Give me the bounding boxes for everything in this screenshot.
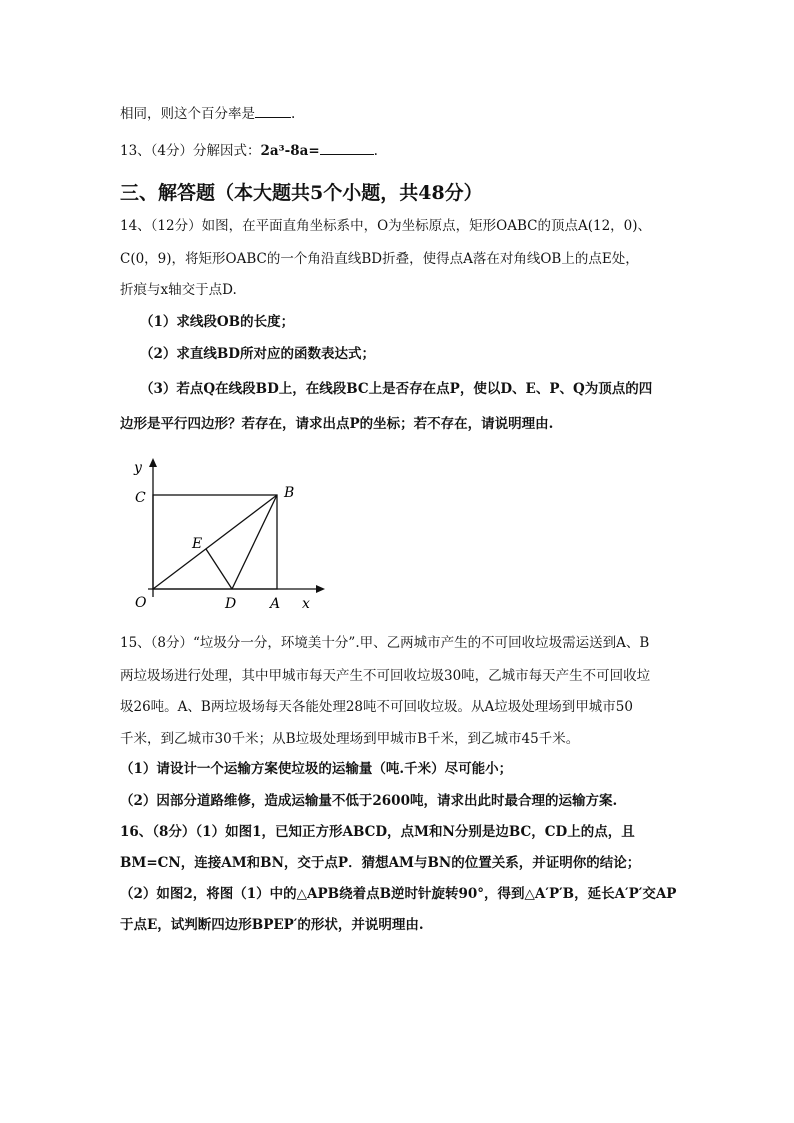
answer-blank-13 bbox=[320, 140, 374, 155]
fold-line-bd bbox=[232, 495, 277, 589]
q14-figure bbox=[118, 452, 338, 622]
q15-line-1: 15、（8分）“垃圾分一分，环境美十分”.甲、乙两城市产生的不可回收垃圾需运送到A、B bbox=[120, 635, 650, 651]
q15-line-4: 千米，到乙城市30千米；从B垃圾处理场到甲城市B千米，到乙城市45千米。 bbox=[120, 731, 580, 747]
q16-line-2: BM=CN，连接AM和BN，交于点P．猜想AM与BN的位置关系，并证明你的结论； bbox=[120, 855, 641, 871]
q14-line-1: 14、（12分）如图，在平面直角坐标系中，O为坐标原点，矩形OABC的顶点A(12，0)、 bbox=[120, 218, 652, 234]
segment-ed bbox=[206, 549, 232, 589]
label-d: D bbox=[225, 596, 237, 612]
q14-sub-2: （2）求直线BD所对应的函数表达式； bbox=[140, 346, 376, 362]
answer-blank-12 bbox=[255, 103, 291, 118]
x-axis-arrow bbox=[316, 585, 325, 593]
section-heading: 三、解答题（本大题共5个小题，共48分） bbox=[120, 182, 483, 204]
label-y: y bbox=[134, 460, 142, 476]
label-a: A bbox=[270, 596, 281, 612]
q16-line-4: 于点E，试判断四边形BPEP′的形状，并说明理由. bbox=[120, 917, 424, 933]
text-l1b: . bbox=[291, 106, 296, 122]
q15-line-2: 两垃圾场进行处理，其中甲城市每天产生不可回收垃圾30吨，乙城市每天产生不可回收垃 bbox=[120, 668, 651, 684]
label-b: B bbox=[284, 485, 295, 501]
label-o: O bbox=[135, 595, 147, 611]
label-c: C bbox=[135, 490, 146, 506]
q14-sub-1: （1）求线段OB的长度； bbox=[140, 314, 295, 330]
q15-line-3: 圾26吨。A、B两垃圾场每天各能处理28吨不可回收垃圾。从A垃圾处理场到甲城市50 bbox=[120, 699, 633, 715]
q15-sub-1: （1）请设计一个运输方案使垃圾的运输量（吨.千米）尽可能小； bbox=[120, 761, 513, 777]
diagonal-ob bbox=[153, 495, 277, 589]
text-line-continuation bbox=[120, 103, 295, 124]
text-l1a: 相同，则这个百分率是 bbox=[120, 106, 255, 122]
question-13 bbox=[120, 140, 378, 161]
q14-line-2: C(0，9)，将矩形OABC的一个角沿直线BD折叠，使得点A落在对角线OB上的点E处， bbox=[120, 251, 639, 267]
label-x: x bbox=[302, 596, 310, 612]
q14-sub-3a: （3）若点Q在线段BD上，在线段BC上是否存在点P，使以D、E、P、Q为顶点的四 bbox=[140, 381, 653, 397]
q16-line-3: （2）如图2，将图（1）中的△APB绕着点B逆时针旋转90°，得到△A′P′B，延长A′P′交AP bbox=[120, 886, 677, 902]
q14-line-3: 折痕与x轴交于点D. bbox=[120, 282, 237, 298]
q14-sub-3b: 边形是平行四边形？若存在，请求出点P的坐标；若不存在，请说明理由. bbox=[120, 416, 554, 432]
q15-sub-2: （2）因部分道路维修，造成运输量不低于2600吨，请求出此时最合理的运输方案. bbox=[120, 793, 618, 809]
label-e: E bbox=[192, 536, 203, 552]
q13-end: . bbox=[373, 143, 378, 159]
q16-line-1: 16、（8分）（1）如图1，已知正方形ABCD，点M和N分别是边BC，CD上的点，且 bbox=[120, 824, 635, 840]
y-axis-arrow bbox=[149, 458, 157, 467]
q13-prefix: 13、（4分）分解因式： bbox=[120, 143, 261, 159]
q13-expression: 2a³-8a= bbox=[260, 143, 320, 159]
